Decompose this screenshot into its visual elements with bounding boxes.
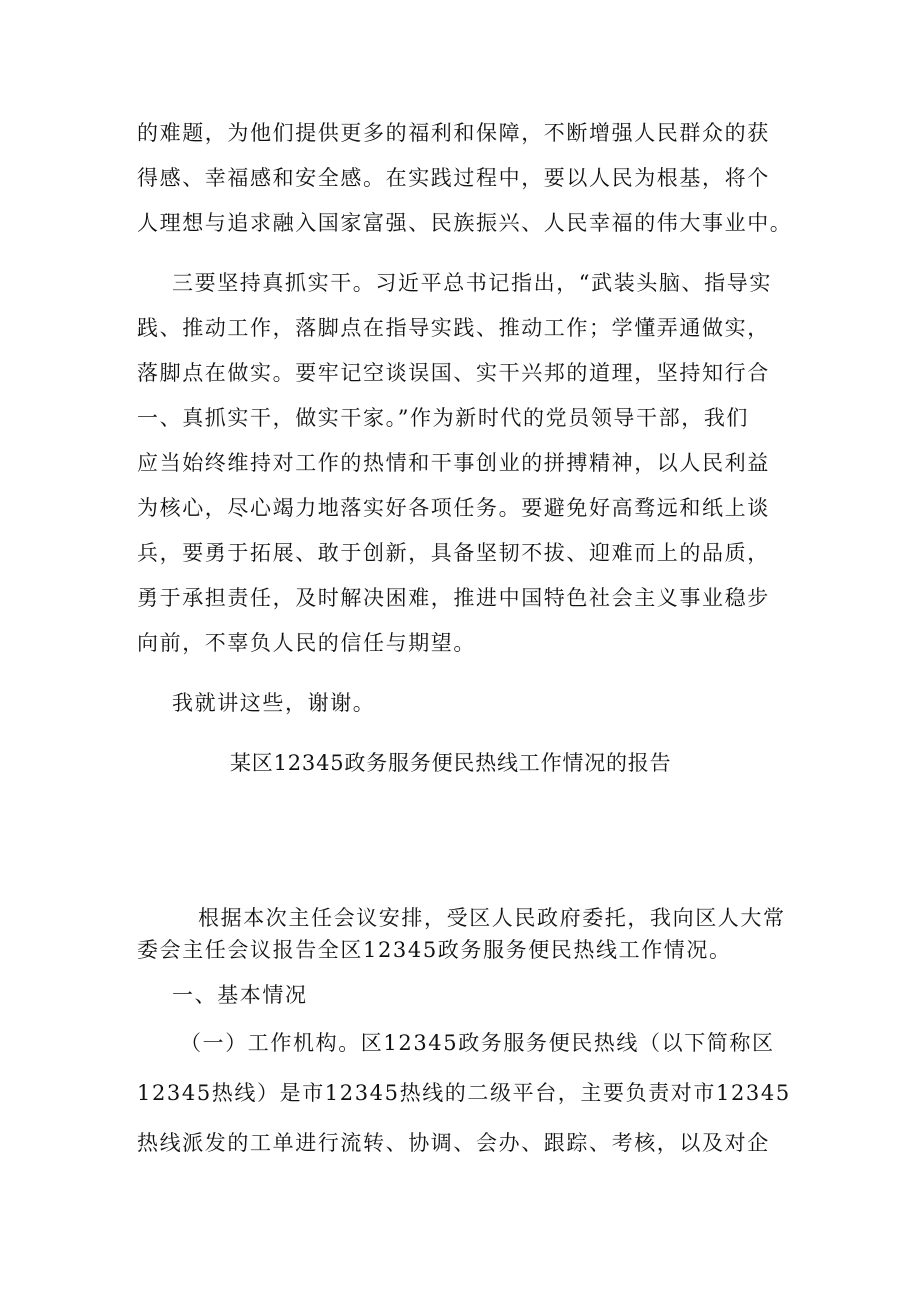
paragraph-line: 委会主任会议报告全区12345政务服务便民热线工作情况。 — [137, 938, 732, 962]
paragraph-line: 热线派发的工单进行流转、协调、会办、跟踪、考核，以及对企 — [137, 1131, 770, 1155]
report-title: 某区12345政务服务便民热线工作情况的报告 — [230, 751, 672, 775]
paragraph-line: 一、真抓实干，做实干家。”作为新时代的党员领导干部，我们 — [137, 406, 750, 430]
section-heading: 一、基本情况 — [172, 983, 308, 1007]
paragraph-line: 勇于承担责任，及时解决困难，推进中国特色社会主义事业稳步 — [137, 586, 770, 610]
paragraph-line: 12345热线）是市12345热线的二级平台，主要负责对市12345 — [137, 1081, 791, 1105]
paragraph-line: 为核心，尽心竭力地落实好各项任务。要避免好高骛远和纸上谈 — [137, 496, 770, 520]
closing-line: 我就讲这些，谢谢。 — [172, 691, 376, 715]
paragraph-line: 践、推动工作，落脚点在指导实践、推动工作；学懂弄通做实， — [137, 316, 770, 340]
paragraph-line: （一）工作机构。区12345政务服务便民热线（以下简称区 — [180, 1031, 775, 1055]
paragraph-line: 的难题，为他们提供更多的福利和保障，不断增强人民群众的获 — [137, 121, 770, 145]
paragraph-line: 兵，要勇于拓展、敢于创新，具备坚韧不拔、迎难而上的品质， — [137, 541, 770, 565]
paragraph-line: 得感、幸福感和安全感。在实践过程中，要以人民为根基，将个 — [137, 166, 770, 190]
paragraph-line: 向前，不辜负人民的信任与期望。 — [137, 631, 476, 655]
paragraph-line: 应当始终维持对工作的热情和干事创业的拼搏精神，以人民利益 — [137, 451, 770, 475]
paragraph-line: 根据本次主任会议安排，受区人民政府委托，我向区人大常 — [198, 906, 786, 930]
paragraph-line: 人理想与追求融入国家富强、民族振兴、人民幸福的伟大事业中。 — [137, 211, 793, 235]
paragraph-line: 三要坚持真抓实干。习近平总书记指出，“武装头脑、指导实 — [172, 271, 772, 295]
paragraph-line: 落脚点在做实。要牢记空谈误国、实干兴邦的道理，坚持知行合 — [137, 361, 770, 385]
